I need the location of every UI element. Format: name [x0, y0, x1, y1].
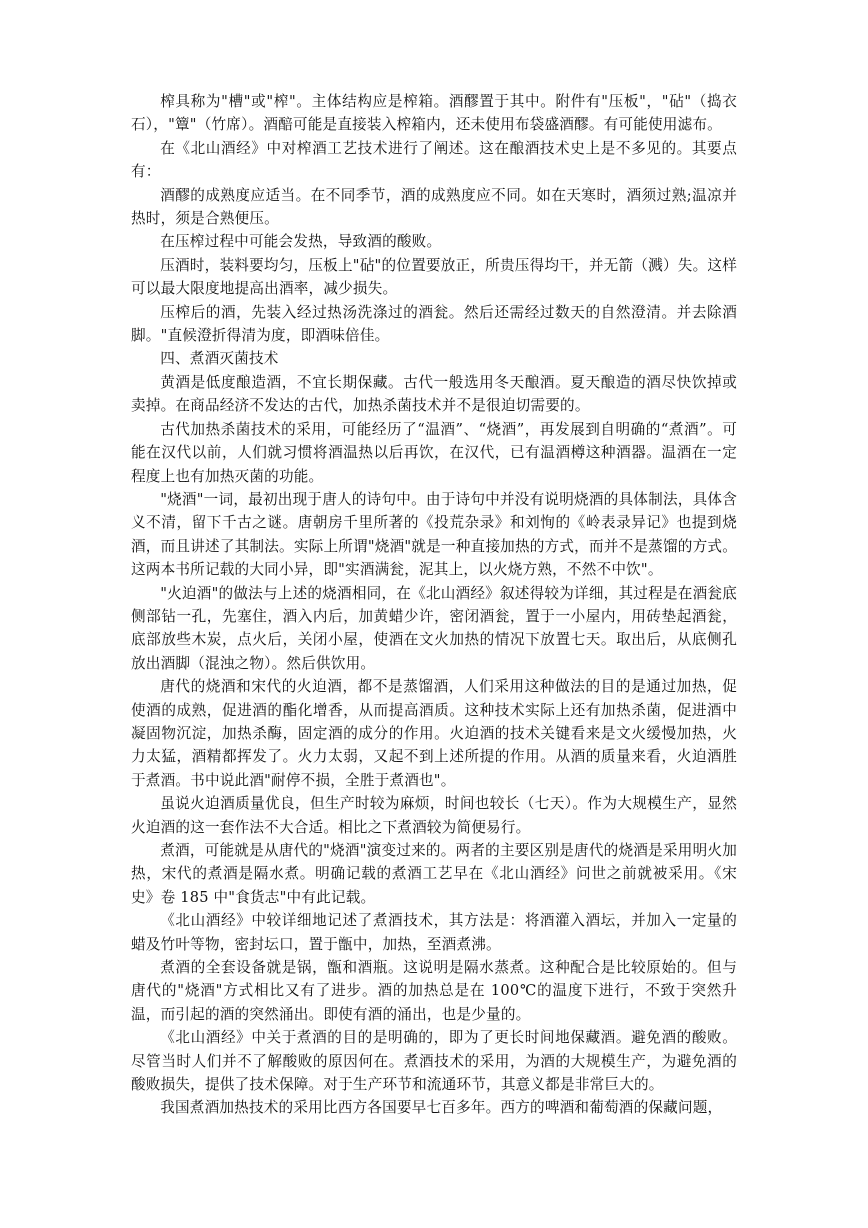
document-body [131, 90, 737, 1120]
paragraph: 唐代的烧酒和宋代的火迫酒，都不是蒸馏酒，人们采用这种做法的目的是通过加热，促使酒的成熟，促进酒的酯化增香，从而提高酒质。这种技术实际上还有加热杀菌，促进酒中凝固物沉淀，加热杀酶，固定酒的成分的作用。火迫酒的技术关键看来是文火缓慢加热，火力太猛，酒精都挥发了。火力太弱，又起不到上述所提的作用。从酒的质量来看，火迫酒胜于煮酒。书中说此酒"耐停不损，全胜于煮酒也"。 [131, 678, 737, 789]
paragraph: 在压榨过程中可能会发热，导致酒的酸败。 [160, 233, 442, 251]
paragraph: 压榨后的酒，先装入经过热汤洗涤过的酒瓮。然后还需经过数天的自然澄清。并去除酒脚。"直候澄折得清为度，即酒味倍佳。 [131, 303, 737, 345]
paragraph: 《北山酒经》中较详细地记述了煮酒技术，其方法是：将酒灌入酒坛，并加入一定量的蜡及竹叶等物，密封坛口，置于甑中，加热，至酒煮沸。 [131, 912, 737, 953]
paragraph: 酒醪的成熟度应适当。在不同季节，酒的成熟度应不同。如在天寒时，酒须过熟;温凉并热时，须是合熟便压。 [131, 186, 737, 228]
paragraph: 压酒时，装料要均匀，压板上"砧"的位置要放正，所贵压得均干，并无箭（溅）失。这样可以最大限度地提高出酒率，减少损失。 [131, 256, 737, 298]
paragraph: 煮酒的全套设备就是锅，甑和酒瓶。这说明是隔水蒸煮。这种配合是比较原始的。但与唐代的"烧酒"方式相比又有了进步。酒的加热总是在 100℃的温度下进行，不致于突然升温，而引起的酒的突然涌出。即使有酒的涌出，也是少量的。 [131, 959, 737, 1023]
section-heading: 四、煮酒灭菌技术 [160, 350, 279, 368]
paragraph: 虽说火迫酒质量优良，但生产时较为麻烦，时间也较长（七天）。作为大规模生产，显然火迫酒的这一套作法不大合适。相比之下煮酒较为简便易行。 [131, 795, 737, 836]
paragraph: "烧酒"一词，最初出现于唐人的诗句中。由于诗句中并没有说明烧酒的具体制法，具体含义不清，留下千古之谜。唐朝房千里所著的《投荒杂录》和刘恂的《岭表录异记》也提到烧酒，而且讲述了其制法。实际上所谓"烧酒"就是一种直接加热的方式，而并不是蒸馏的方式。这两本书所记载的大同小异，即"实酒满瓮，泥其上，以火烧方熟，不然不中饮"。 [131, 490, 737, 579]
paragraph: "火迫酒"的做法与上述的烧酒相同，在《北山酒经》叙述得较为详细，其过程是在酒瓮底侧部钻一孔，先塞住，酒入内后，加黄蜡少许，密闭酒瓮，置于一小屋内，用砖垫起酒瓮，底部放些木炭，点火后，关闭小屋，使酒在文火加热的情况下放置七天。取出后，从底侧孔放出酒脚（混浊之物）。然后供饮用。 [131, 584, 737, 672]
paragraph: 我国煮酒加热技术的采用比西方各国要早七百多年。西方的啤酒和葡萄酒的保藏问题， [160, 1099, 723, 1117]
paragraph: 黄酒是低度酿造酒，不宜长期保藏。古代一般选用冬天酿酒。夏天酿造的酒尽快饮掉或卖掉。在商品经济不发达的古代，加热杀菌技术并不是很迫切需要的。 [131, 373, 737, 415]
paragraph: 在《北山酒经》中对榨酒工艺技术进行了阐述。这在酿酒技术史上是不多见的。其要点有： [131, 139, 737, 181]
paragraph: 古代加热杀菌技术的采用，可能经历了“温酒”、“烧酒”，再发展到自明确的“煮酒”。可能在汉代以前，人们就习惯将酒温热以后再饮，在汉代，已有温酒樽这种酒器。温酒在一定程度上也有加热灭菌的功能。 [131, 420, 737, 485]
paragraph: 煮酒，可能就是从唐代的"烧酒"演变过来的。两者的主要区别是唐代的烧酒是采用明火加热，宋代的煮酒是隔水煮。明确记载的煮酒工艺早在《北山酒经》问世之前就被采用。《宋史》卷 185 中"食货志"中有此记载。 [131, 842, 737, 906]
paragraph: 《北山酒经》中关于煮酒的目的是明确的，即为了更长时间地保藏酒。避免酒的酸败。尽管当时人们并不了解酸败的原因何在。煮酒技术的采用，为酒的大规模生产，为避免酒的酸败损失，提供了技术保障。对于生产环节和流通环节，其意义都是非常巨大的。 [131, 1029, 737, 1094]
paragraph: 榨具称为"槽"或"榨"。主体结构应是榨箱。酒醪置于其中。附件有"压板"，"砧"（捣衣石），"簟"（竹席）。酒醅可能是直接装入榨箱内，还未使用布袋盛酒醪。有可能使用滤布。 [131, 93, 737, 134]
